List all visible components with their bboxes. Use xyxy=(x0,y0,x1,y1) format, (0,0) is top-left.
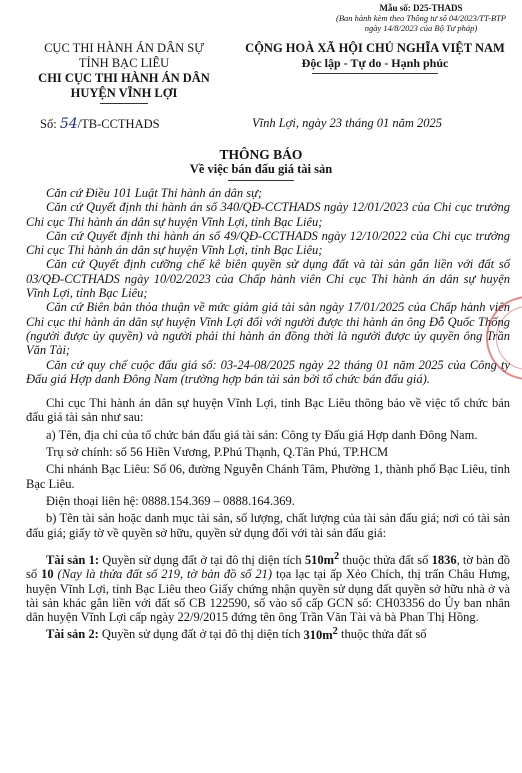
section-b: b) Tên tài sản hoặc danh mục tài sản, số lượng, chất lượng của tài sản đấu giá; nơi có tài sản đấu giá; giấy tờ về quyền sở hữu, quyền sử dụng đối với tài sản đấu giá: xyxy=(26,511,510,540)
asset-1-area-unit-exp: 2 xyxy=(334,550,340,562)
title-underline xyxy=(228,180,294,181)
head-office: Trụ sở chính: số 56 Hiền Vương, P.Phú Thạnh, Q.Tân Phú, TP.HCM xyxy=(46,445,389,460)
asset-2-paragraph xyxy=(26,624,510,641)
branch-office: Chi nhánh Bạc Liêu: Số 06, đường Nguyễn Chánh Tâm, Phường 1, thành phố Bạc Liêu, tỉnh Bạc Liêu. xyxy=(26,462,510,491)
legal-basis-4: Căn cứ Quyết định cưỡng chế kê biên quyền sử dụng đất và tài sản gắn liền với đất số 03/QĐ-CCTHADS ngày 10/02/2023 của Chấp hành viên Chi cục Thi hành án dân sự huyện Vĩnh Lợi, tỉnh Bạc Liêu; xyxy=(26,257,510,301)
legal-basis-3: Căn cứ Quyết định thi hành án số 49/QĐ-CCTHADS ngày 12/10/2022 của Chi cục trưởng Chi cục Thi hành án dân sự huyện Vĩnh Lợi, tỉnh Bạc Liêu; xyxy=(26,228,510,258)
asset-1-map-sheet: 10 xyxy=(41,567,54,582)
document-title: THÔNG BÁO xyxy=(219,147,303,162)
legal-basis-1: Căn cứ Điều 101 Luật Thi hành án dân sự; xyxy=(46,186,263,200)
form-note-line2: ngày 14/8/2023 của Bộ Tư pháp) xyxy=(364,23,478,33)
asset-1-label: Tài sản 1: xyxy=(46,552,99,567)
issue-date: Vĩnh Lợi, ngày 23 tháng 01 năm 2025 xyxy=(252,116,443,130)
asset-2-text: thuộc thửa đất số xyxy=(337,627,427,642)
asset-2-area: 310m xyxy=(303,627,333,642)
agency-underline xyxy=(100,103,148,104)
asset-1-text: thuộc thửa đất số xyxy=(339,552,432,567)
form-number-block xyxy=(336,3,506,33)
intro-paragraph: Chi cục Thi hành án dân sự huyện Vĩnh Lợi, tỉnh Bạc Liêu thông báo về việc tổ chức bán đấu giá tài sản như sau: xyxy=(26,396,510,425)
agency-line4: HUYỆN VĨNH LỢI xyxy=(70,86,178,100)
agency-line2: TỈNH BẠC LIÊU xyxy=(78,56,170,70)
contact-phone: Điện thoại liên hệ: 0888.154.369 – 0888.164.369. xyxy=(46,493,295,508)
asset-1-area: 510m xyxy=(304,552,334,567)
ref-suffix: /TB-CCTHADS xyxy=(77,117,160,131)
nation-name: CỘNG HOÀ XÃ HỘI CHỦ NGHĨA VIỆT NAM xyxy=(245,41,505,55)
asset-2-area-unit-exp: 2 xyxy=(332,625,338,637)
asset-1-new-parcel-note: (Nay là thửa đất số 219, tờ bản đồ số 21) xyxy=(57,567,273,582)
agency-line1: CỤC THI HÀNH ÁN DÂN SỰ xyxy=(44,41,204,55)
asset-1-parcel: 1836 xyxy=(431,552,457,567)
legal-basis-5: Căn cứ Biên bản thỏa thuận về mức giảm giá tài sản ngày 17/01/2025 của Chấp hành viên Chi cục thi hành án dân sự huyện Vĩnh Lợi đối với người được thi hành án ông Đỗ Quốc Thống (người được ủy quyền) và người phải thi hành án đồng thời là người được ủy quyền ông Trần Văn Tài; xyxy=(26,300,510,358)
ref-handwritten-number: 54 xyxy=(59,116,78,132)
asset-2-label: Tài sản 2: xyxy=(46,627,99,642)
nation-header xyxy=(240,41,510,74)
asset-1-text: , tờ bản đồ số xyxy=(26,552,511,582)
asset-1-paragraph xyxy=(26,550,510,625)
form-note-line1: (Ban hành kèm theo Thông tư số 04/2023/TT-BTP xyxy=(336,13,506,23)
agency-header xyxy=(18,41,230,104)
reference-number xyxy=(40,116,160,132)
nation-motto: Độc lập - Tự do - Hạnh phúc xyxy=(301,56,449,70)
document-body xyxy=(26,186,510,642)
ref-prefix: Số: xyxy=(40,117,60,131)
asset-1-text: Quyền sử dụng đất ở tại đô thị diện tích xyxy=(99,552,305,567)
document-subtitle: Về việc bán đấu giá tài sản xyxy=(189,162,333,176)
legal-basis-2: Căn cứ Quyết định thi hành án số 340/QĐ-CCTHADS ngày 12/01/2023 của Chi cục trưởng Chi cục Thi hành án dân sự huyện Vĩnh Lợi, tỉnh Bạc Liêu; xyxy=(26,200,510,229)
legal-basis-6: Căn cứ quy chế cuộc đấu giá số: 03-24-08/2025 ngày 22 tháng 01 năm 2025 của Công ty Đấu giá Hợp danh Đông Nam (trường hợp bán tài sản bởi tổ chức bán đấu giá). xyxy=(26,357,510,386)
motto-underline xyxy=(312,73,438,74)
form-code: Mẫu số: D25-THADS xyxy=(379,3,463,13)
agency-line3: CHI CỤC THI HÀNH ÁN DÂN xyxy=(38,71,210,85)
section-a: a) Tên, địa chỉ của tổ chức bán đấu giá tài sản: Công ty Đấu giá Hợp danh Đông Nam. xyxy=(46,427,478,442)
asset-2-text: Quyền sử dụng đất ở tại đô thị diện tích xyxy=(98,627,304,642)
asset-1-text: tọa lạc tại ấp Xẻo Chích, thị trấn Châu Hưng, huyện Vĩnh Lợi, tỉnh Bạc Liêu theo Giấy chứng nhận quyền sử dụng đất quyền sở hữu nhà ở và tài sản khác gắn liền với đất số CB 122590, số vào sổ cấp GCN số: CH03356 do Ủy ban nhân dân huyện Vĩnh Lợi cấp ngày 22/9/2015 đứng tên ông Trần Văn Tài và bà Phan Thị Hồng. xyxy=(26,567,511,625)
